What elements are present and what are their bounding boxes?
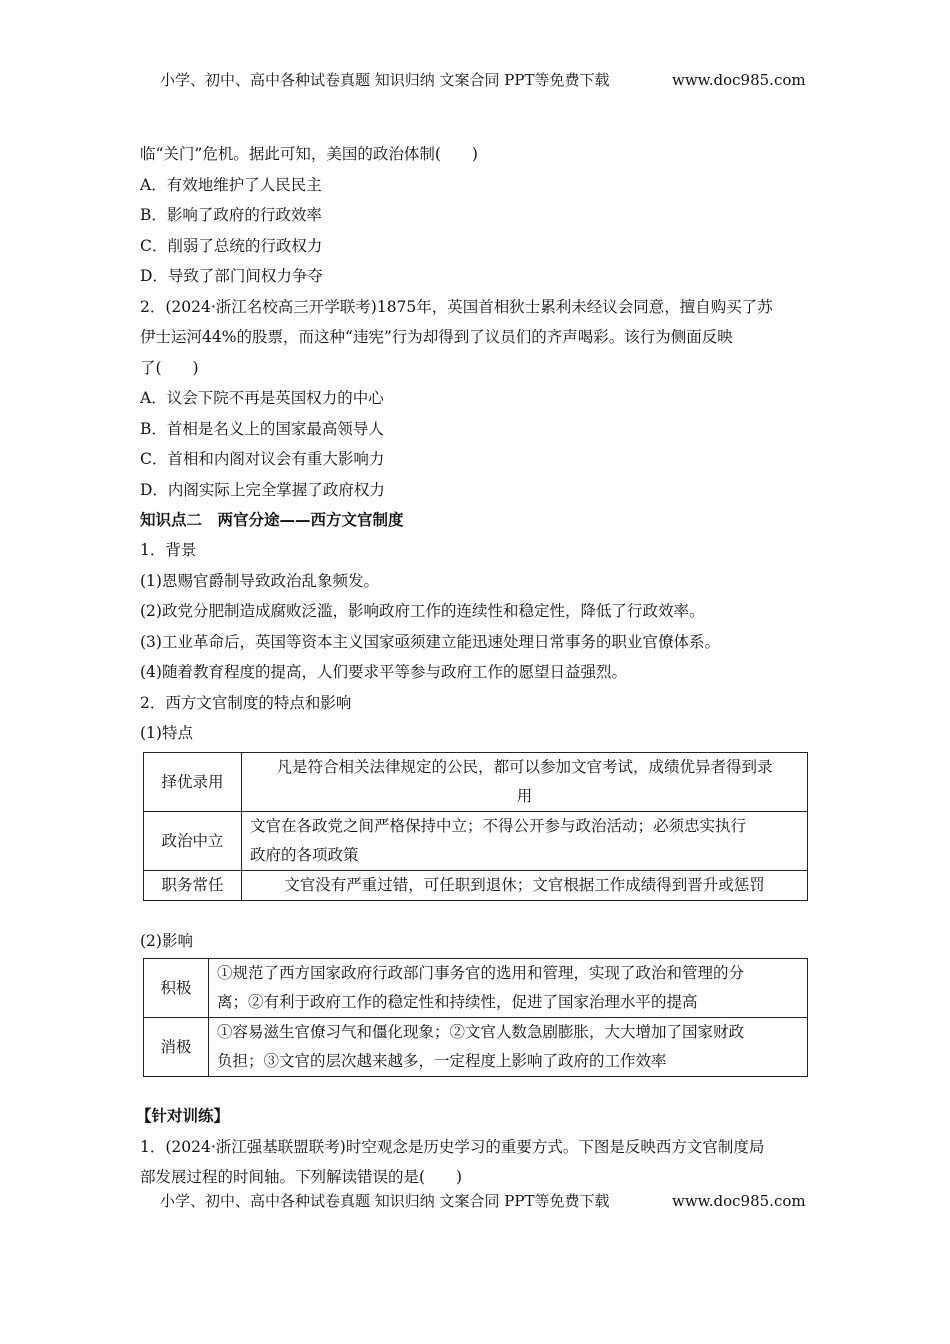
table-row xyxy=(144,753,808,812)
q2-option-d: D．内阁实际上完全掌握了政府权力 xyxy=(140,481,385,499)
q-prev-option-d: D．导致了部门间权力争夺 xyxy=(140,267,323,285)
feature-key: 择优录用 xyxy=(144,753,242,812)
q2-option-c: C．首相和内阁对议会有重大影响力 xyxy=(140,450,385,468)
q2-option-b: B．首相是名义上的国家最高领导人 xyxy=(140,420,384,438)
feature-desc-line1: 凡是符合相关法律规定的公民，都可以参加文官考试，成绩优异者得到录 xyxy=(276,758,773,776)
impact-key: 消极 xyxy=(144,1018,209,1077)
impact-desc xyxy=(209,1018,808,1077)
impact-table xyxy=(143,958,808,1077)
feature-key: 职务常任 xyxy=(144,871,242,901)
impact-key: 积极 xyxy=(144,959,209,1018)
q-prev-option-a: A．有效地维护了人民民主 xyxy=(140,176,322,194)
q2-stem-line3: 了( ) xyxy=(140,359,199,377)
impact-desc xyxy=(209,959,808,1018)
page-header xyxy=(160,70,806,90)
feature-desc-line2: 用 xyxy=(516,787,533,805)
feature-desc xyxy=(242,753,808,812)
training-q1-line1: 1．(2024·浙江强基联盟联考)时空观念是历史学习的重要方式。下图是反映西方文官制度局 xyxy=(140,1138,765,1156)
impact-desc-line2: 负担；③文官的层次越来越多，一定程度上影响了政府的工作效率 xyxy=(217,1052,667,1070)
feature-key: 政治中立 xyxy=(144,812,242,871)
impact-desc-line1: ①容易滋生官僚习气和僵化现象；②文官人数急剧膨胀，大大增加了国家财政 xyxy=(217,1023,745,1041)
table-row xyxy=(144,812,808,871)
features-table xyxy=(143,752,808,901)
features-subtitle: (1)特点 xyxy=(140,724,193,742)
q2-stem-line2: 伊士运河44%的股票，而这种“违宪”行为却得到了议员们的齐声喝彩。该行为侧面反映 xyxy=(140,328,733,346)
table-row xyxy=(144,1018,808,1077)
impact-subtitle: (2)影响 xyxy=(140,932,193,950)
background-title: 1．背景 xyxy=(140,541,197,559)
feature-desc xyxy=(242,871,808,901)
background-item-2: (2)政党分肥制造成腐败泛滥，影响政府工作的连续性和稳定性，降低了行政效率。 xyxy=(140,602,705,620)
q2-stem-line1: 2．(2024·浙江名校高三开学联考)1875年，英国首相狄士累利未经议会同意，擅自购买了苏 xyxy=(140,298,773,316)
table-row xyxy=(144,959,808,1018)
q-prev-stem: 临“关门”危机。据此可知，美国的政治体制( ) xyxy=(140,145,478,163)
training-title: 【针对训练】 xyxy=(136,1107,230,1125)
q2-option-a: A．议会下院不再是英国权力的中心 xyxy=(140,389,384,407)
page-footer xyxy=(160,1191,806,1211)
table-row xyxy=(144,871,808,901)
training-q1-line2: 部发展过程的时间轴。下列解读错误的是( ) xyxy=(140,1168,463,1186)
features-title: 2．西方文官制度的特点和影响 xyxy=(140,694,352,712)
feature-desc xyxy=(242,812,808,871)
feature-desc-line2: 政府的各项政策 xyxy=(250,846,359,864)
section2-title: 知识点二 两官分途——西方文官制度 xyxy=(140,511,404,529)
background-item-1: (1)恩赐官爵制导致政治乱象频发。 xyxy=(140,572,379,590)
header-url: www.doc985.com xyxy=(672,71,806,89)
impact-desc-line2: 离；②有利于政府工作的稳定性和持续性，促进了国家治理水平的提高 xyxy=(217,993,698,1011)
footer-url: www.doc985.com xyxy=(672,1192,806,1210)
background-item-3: (3)工业革命后，英国等资本主义国家亟须建立能迅速处理日常事务的职业官僚体系。 xyxy=(140,633,720,651)
feature-desc-line1: 文官没有严重过错，可任职到退休；文官根据工作成绩得到晋升或惩罚 xyxy=(284,876,765,894)
footer-text: 小学、初中、高中各种试卷真题 知识归纳 文案合同 PPT等免费下载 xyxy=(160,1192,610,1210)
q-prev-option-b: B．影响了政府的行政效率 xyxy=(140,206,322,224)
header-text: 小学、初中、高中各种试卷真题 知识归纳 文案合同 PPT等免费下载 xyxy=(160,71,610,89)
impact-desc-line1: ①规范了西方国家政府行政部门事务官的选用和管理，实现了政治和管理的分 xyxy=(217,964,745,982)
q-prev-option-c: C．削弱了总统的行政权力 xyxy=(140,237,323,255)
background-item-4: (4)随着教育程度的提高，人们要求平等参与政府工作的愿望日益强烈。 xyxy=(140,663,627,681)
feature-desc-line1: 文官在各政党之间严格保持中立；不得公开参与政治活动；必须忠实执行 xyxy=(250,817,747,835)
